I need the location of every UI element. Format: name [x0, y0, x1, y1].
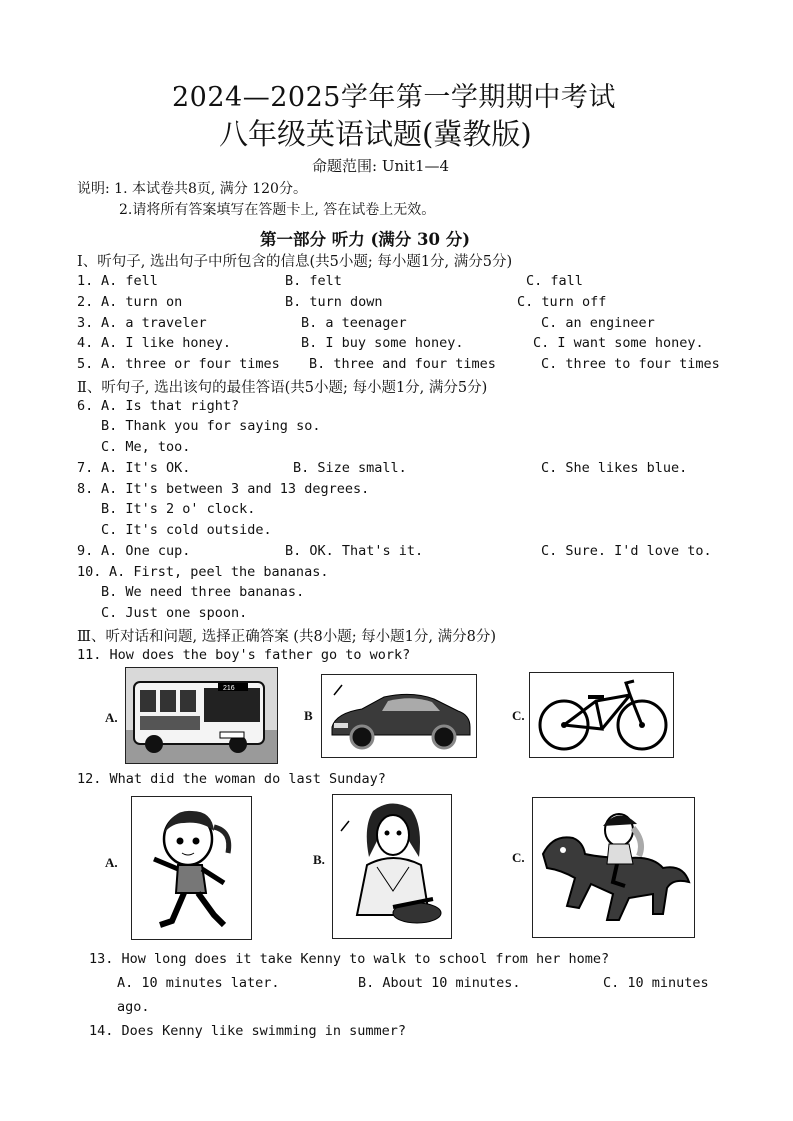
q13-option-b: B. About 10 minutes. — [358, 975, 521, 991]
cooking-woman-picture — [332, 794, 452, 939]
q5-option-b: B. three and four times — [309, 356, 496, 372]
horse-riding-picture — [532, 797, 695, 938]
q4-option-a: A. I like honey. — [101, 335, 232, 351]
q2-number: 2. — [77, 294, 94, 310]
q4-option-b: B. I buy some honey. — [301, 335, 464, 351]
exam-scope: 命题范围: Unit1—4 — [312, 157, 450, 175]
q13-option-c-continued: ago. — [117, 999, 150, 1015]
q7-option-a: A. It's OK. — [101, 460, 191, 476]
q13-option-a: A. 10 minutes later. — [117, 975, 280, 991]
q8-option-b: B. It's 2 o' clock. — [101, 501, 256, 517]
q1-option-b: B. felt — [285, 273, 342, 289]
section2-title: Ⅱ、听句子, 选出该句的最佳答语(共5小题; 每小题1分, 满分5分) — [77, 380, 488, 396]
note-line-1: 说明: 1. 本试卷共8页, 满分 120分。 — [77, 181, 307, 197]
horse-riding-icon — [533, 798, 694, 937]
q3-option-a: A. a traveler — [101, 315, 207, 331]
q10-option-a: A. First, peel the bananas. — [109, 564, 329, 580]
bus-picture — [125, 667, 278, 764]
q10-option-b: B. We need three bananas. — [101, 584, 305, 600]
bicycle-icon — [530, 673, 673, 757]
svg-text:216: 216 — [223, 685, 235, 692]
q6-number: 6. — [77, 398, 94, 414]
q14-question: 14. Does Kenny like swimming in summer? — [89, 1023, 406, 1039]
q3-number: 3. — [77, 315, 94, 331]
q1-option-c: C. fall — [526, 273, 583, 289]
car-picture — [321, 674, 477, 758]
q12-label-b: B. — [313, 852, 325, 867]
q7-option-c: C. She likes blue. — [541, 460, 688, 476]
running-girl-picture — [131, 796, 252, 940]
running-girl-icon — [132, 797, 251, 939]
q1-option-a: A. fell — [101, 273, 158, 289]
q13-option-c: C. 10 minutes — [603, 975, 709, 991]
q9-option-a: A. One cup. — [101, 543, 191, 559]
q5-option-c: C. three to four times — [541, 356, 720, 372]
q2-option-b: B. turn down — [285, 294, 383, 310]
cooking-woman-icon — [333, 795, 451, 938]
bus-icon — [126, 668, 277, 763]
q12-label-a: A. — [105, 855, 118, 870]
q6-option-a: A. Is that right? — [101, 398, 240, 414]
q9-number: 9. — [77, 543, 94, 559]
q4-option-c: C. I want some honey. — [533, 335, 704, 351]
q8-option-c: C. It's cold outside. — [101, 522, 272, 538]
exam-title: 2024—2025学年第一学期期中考试 — [172, 82, 616, 113]
q11-question: 11. How does the boy's father go to work? — [77, 647, 411, 663]
q2-option-a: A. turn on — [101, 294, 183, 310]
q1-number: 1. — [77, 273, 94, 289]
q5-number: 5. — [77, 356, 94, 372]
exam-subtitle: 八年级英语试题(冀教版) — [219, 117, 532, 151]
q11-label-c: C. — [512, 708, 525, 723]
q10-option-c: C. Just one spoon. — [101, 605, 248, 621]
q7-option-b: B. Size small. — [293, 460, 407, 476]
q13-question: 13. How long does it take Kenny to walk to school from her home? — [89, 951, 610, 967]
q11-label-b: B — [304, 708, 313, 723]
q12-label-c: C. — [512, 850, 525, 865]
q6-option-c: C. Me, too. — [101, 439, 191, 455]
note-line-2: 2.请将所有答案填写在答题卡上, 答在试卷上无效。 — [119, 202, 436, 218]
q7-number: 7. — [77, 460, 94, 476]
q2-option-c: C. turn off — [517, 294, 607, 310]
q10-number: 10. — [77, 564, 102, 580]
q3-option-c: C. an engineer — [541, 315, 655, 331]
q6-option-b: B. Thank you for saying so. — [101, 418, 321, 434]
section1-title: Ⅰ、听句子, 选出句子中所包含的信息(共5小题; 每小题1分, 满分5分) — [77, 254, 513, 270]
part1-title: 第一部分 听力 (满分 30 分) — [260, 230, 471, 249]
q4-number: 4. — [77, 335, 94, 351]
q3-option-b: B. a teenager — [301, 315, 407, 331]
q9-option-b: B. OK. That's it. — [285, 543, 424, 559]
car-icon — [322, 675, 476, 757]
q9-option-c: C. Sure. I'd love to. — [541, 543, 712, 559]
section3-title: Ⅲ、听对话和问题, 选择正确答案 (共8小题; 每小题1分, 满分8分) — [77, 629, 497, 645]
q8-number: 8. — [77, 481, 94, 497]
q5-option-a: A. three or four times — [101, 356, 280, 372]
q11-label-a: A. — [105, 710, 118, 725]
bicycle-picture — [529, 672, 674, 758]
q8-option-a: A. It's between 3 and 13 degrees. — [101, 481, 370, 497]
q12-question: 12. What did the woman do last Sunday? — [77, 771, 386, 787]
